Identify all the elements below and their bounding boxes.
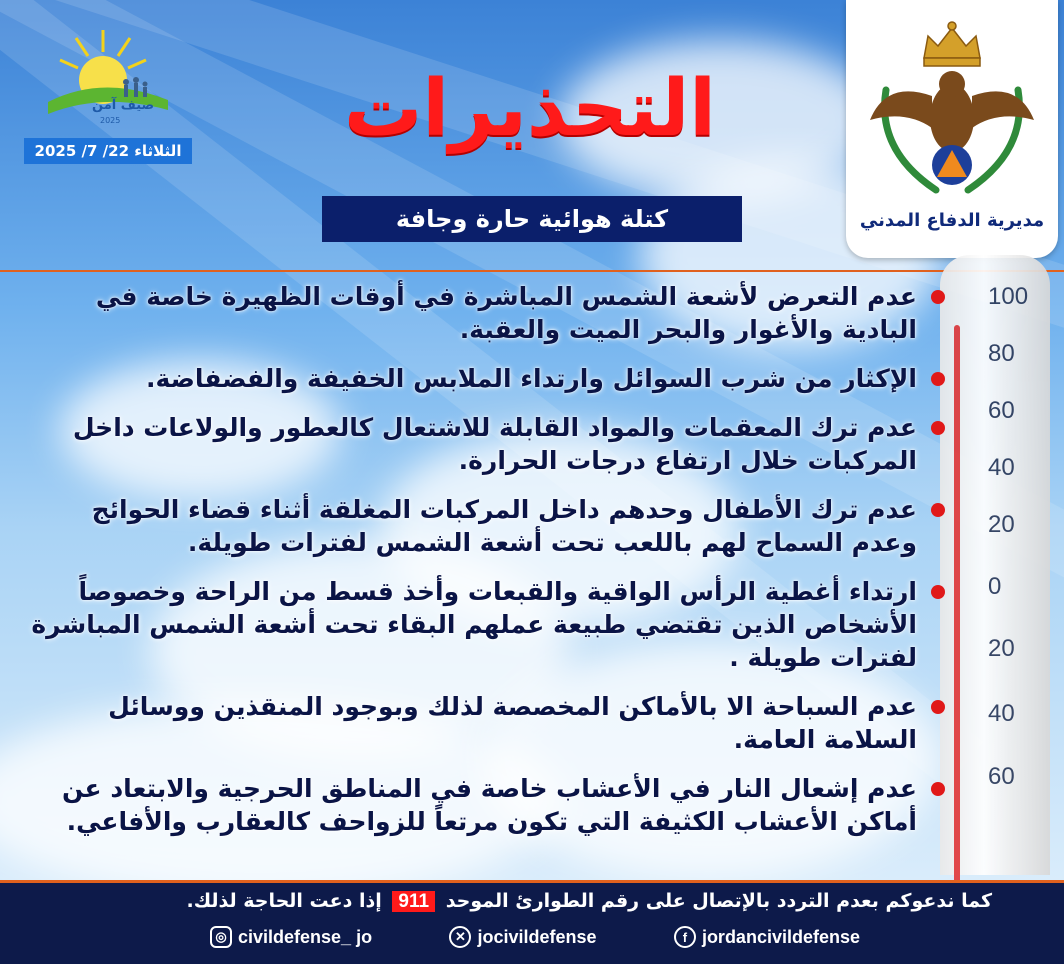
instagram-handle: civildefense_ jo — [238, 926, 373, 947]
date-badge: الثلاثاء 22/ 7/ 2025 — [24, 138, 192, 164]
social-instagram[interactable] — [210, 926, 372, 948]
warning-text: عدم ترك المعقمات والمواد القابلة للاشتعال كالعطور والولاعات داخل المركبات خلال ارتفاع درجات الحرارة. — [72, 413, 917, 475]
campaign-logo-year: 2025 — [100, 116, 121, 125]
page-subtitle: كتلة هوائية حارة وجافة — [322, 196, 742, 242]
social-facebook[interactable] — [674, 926, 860, 948]
warning-text: عدم ترك الأطفال وحدهم داخل المركبات المغلقة أثناء قضاء الحوائج وعدم السماح لهم باللعب تحت أشعة الشمس لفترات طويلة. — [91, 495, 917, 557]
facebook-handle: jordancivildefense — [701, 926, 860, 947]
footer-message-after: إذا دعت الحاجة لذلك. — [186, 890, 382, 912]
instagram-icon: ◎ — [210, 926, 232, 948]
thermometer-mercury — [954, 325, 960, 885]
warning-text: ارتداء أغطية الرأس الواقية والقبعات وأخذ قسط من الراحة وخصوصاً الأشخاص الذين تقتضي طبيعة عملهم البقاء تحت أشعة الشمس المباشرة لفترات طويلة . — [31, 577, 917, 672]
thermometer-number: 40 — [988, 454, 1015, 481]
thermometer-graphic — [940, 255, 1050, 875]
facebook-icon: f — [674, 926, 696, 948]
header-divider — [0, 270, 1064, 272]
bullet-icon — [931, 421, 945, 435]
footer-divider — [0, 880, 1064, 883]
footer-message — [186, 890, 992, 913]
bullet-icon — [931, 290, 945, 304]
footer — [0, 880, 1064, 964]
org-name: مديرية الدفاع المدني — [859, 210, 1045, 231]
thermometer-number: 60 — [988, 763, 1015, 790]
warning-text: عدم التعرض لأشعة الشمس المباشرة في أوقات الظهيرة خاصة في البادية والأغوار والبحر الميت والعقبة. — [95, 282, 917, 344]
footer-message-before: كما ندعوكم بعدم التردد بالإتصال على رقم الطوارئ الموحد — [445, 890, 992, 912]
thermometer-number: 20 — [988, 635, 1015, 662]
bullet-icon — [931, 372, 945, 386]
bullet-icon — [931, 700, 945, 714]
page-title: التحذيرات — [343, 64, 717, 154]
safe-summer-logo — [28, 22, 198, 132]
social-x[interactable] — [449, 926, 596, 948]
bullet-icon — [931, 503, 945, 517]
list-item — [30, 280, 945, 346]
list-item — [30, 575, 945, 674]
list-item — [30, 411, 945, 477]
bullet-icon — [931, 782, 945, 796]
warning-text: الإكثار من شرب السوائل وارتداء الملابس الخفيفة والفضفاضة. — [146, 364, 917, 393]
list-item — [30, 772, 945, 838]
bullet-icon — [931, 585, 945, 599]
list-item — [30, 690, 945, 756]
campaign-logo-text: صيف آمن — [92, 98, 155, 113]
x-icon: ✕ — [449, 926, 471, 948]
warnings-list — [30, 280, 945, 854]
civil-defense-emblem — [846, 0, 1058, 205]
civil-defense-emblem-card — [846, 0, 1058, 258]
thermometer-number: 60 — [988, 397, 1015, 424]
hotline-number: 911 — [392, 891, 435, 912]
thermometer-number: 100 — [988, 283, 1029, 310]
thermometer-number: 40 — [988, 700, 1015, 727]
thermometer-number: 0 — [988, 573, 1002, 600]
social-links — [210, 926, 860, 948]
thermometer-number: 80 — [988, 340, 1015, 367]
warning-text: عدم السباحة الا بالأماكن المخصصة لذلك وبوجود المنقذين ووسائل السلامة العامة. — [108, 692, 917, 754]
thermometer-number: 20 — [988, 511, 1015, 538]
x-handle: jocivildefense — [477, 926, 597, 947]
warning-text: عدم إشعال النار في الأعشاب خاصة في المناطق الحرجية والابتعاد عن أماكن الأعشاب الكثيفة التي تكون مرتعاً للزواحف كالعقارب والأفاعي. — [62, 774, 917, 836]
list-item — [30, 362, 945, 395]
list-item — [30, 493, 945, 559]
